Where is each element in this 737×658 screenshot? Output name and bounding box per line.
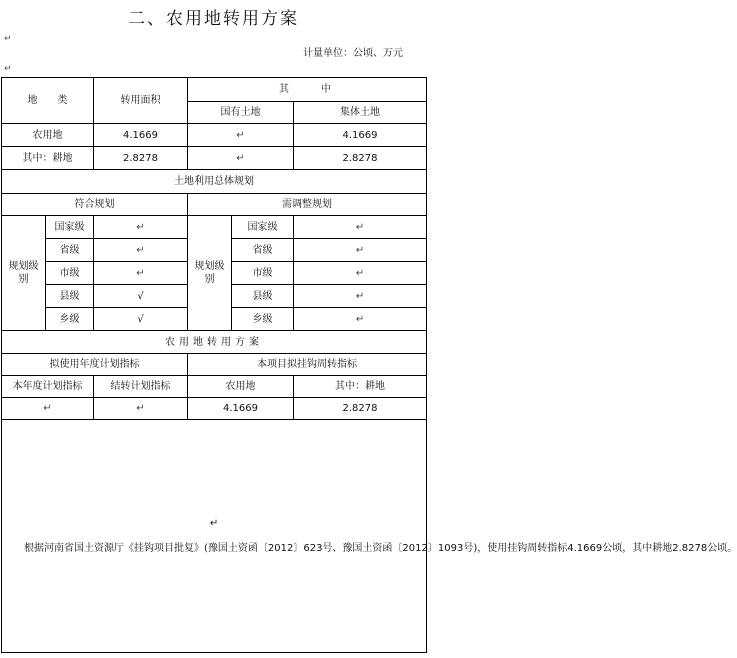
conform-check: ↵: [94, 216, 188, 239]
row-label: 农用地: [2, 124, 94, 147]
this-year-value: ↵: [2, 398, 94, 420]
paragraph-mark: ↵: [4, 34, 12, 44]
unit-label: 计量单位：公顷、万元: [303, 48, 403, 59]
paragraph-mark: ↵: [4, 64, 12, 74]
header-area: 转用面积: [94, 78, 188, 124]
cultivated-value: 2.8278: [294, 398, 427, 420]
level-label: 县级: [46, 285, 94, 308]
level-label: 乡级: [232, 308, 294, 331]
plan-heading: 土地利用总体规划: [2, 170, 427, 194]
adjust-check: ↵: [294, 216, 427, 239]
header-collective-land: 集体土地: [294, 102, 427, 124]
level-label: 县级: [232, 285, 294, 308]
plan-level-group-right: 规划级别: [188, 216, 232, 331]
farmland-header: 农用地: [188, 376, 294, 398]
level-label: 市级: [232, 262, 294, 285]
this-year-header: 本年度计划指标: [2, 376, 94, 398]
plan-level-group-left: 规划级别: [2, 216, 46, 331]
adjust-check: ↵: [294, 308, 427, 331]
conform-check: ↵: [94, 262, 188, 285]
page-title: 二、农用地转用方案: [128, 9, 299, 29]
annual-index-header: 拟使用年度计划指标: [2, 354, 188, 376]
note-cell: [2, 420, 737, 653]
scheme-heading: 农用地转用方案: [2, 331, 427, 354]
farmland-value: 4.1669: [188, 398, 294, 420]
adjust-check: ↵: [294, 262, 427, 285]
level-label: 市级: [46, 262, 94, 285]
land-conversion-table: [1, 77, 737, 653]
header-state-land: 国有土地: [188, 102, 294, 124]
level-label: 国家级: [232, 216, 294, 239]
level-label: 国家级: [46, 216, 94, 239]
conform-check: ↵: [94, 239, 188, 262]
row-state: ↵: [188, 147, 294, 170]
paragraph-mark: ↵: [209, 518, 219, 529]
linked-index-header: 本项目拟挂钩周转指标: [188, 354, 427, 376]
level-label: 省级: [232, 239, 294, 262]
header-land-type: 地 类: [2, 78, 94, 124]
conform-check: √: [94, 308, 188, 331]
note-text: 根据河南省国土资源厅《挂钩项目批复》(豫国土资函〔2012〕623号、豫国土资函〔2012〕1093号)，使用挂钩周转指标4.1669公顷，其中耕地2.8278公顷。: [24, 543, 737, 554]
plan-conform: 符合规划: [2, 194, 188, 216]
row-state: ↵: [188, 124, 294, 147]
level-label: 乡级: [46, 308, 94, 331]
conform-check: √: [94, 285, 188, 308]
adjust-check: ↵: [294, 285, 427, 308]
row-area: 2.8278: [94, 147, 188, 170]
cultivated-header: 其中：耕地: [294, 376, 427, 398]
header-among: 其 中: [188, 78, 427, 102]
plan-adjust: 需调整规划: [188, 194, 427, 216]
level-label: 省级: [46, 239, 94, 262]
row-label: 其中：耕地: [2, 147, 94, 170]
row-collective: 2.8278: [294, 147, 427, 170]
carryover-value: ↵: [94, 398, 188, 420]
carryover-header: 结转计划指标: [94, 376, 188, 398]
row-area: 4.1669: [94, 124, 188, 147]
row-collective: 4.1669: [294, 124, 427, 147]
adjust-check: ↵: [294, 239, 427, 262]
